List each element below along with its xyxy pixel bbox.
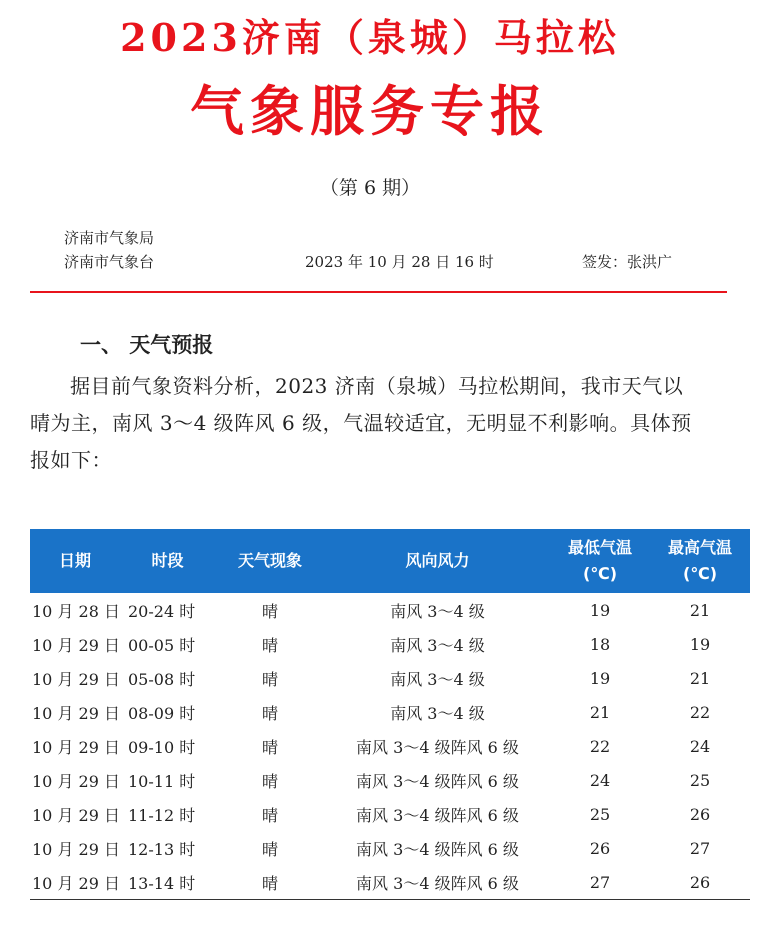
cell-date: 10 月 29 日 (32, 737, 120, 757)
cell-wind: 南风 3～4 级 (390, 669, 485, 689)
cell-min-temp: 26 (589, 838, 611, 858)
cell-date: 10 月 29 日 (32, 839, 120, 859)
org-bureau: 济南市气象局 (64, 229, 155, 247)
cell-wind: 南风 3～4 级阵风 6 级 (325, 865, 550, 900)
cell-date: 10 月 29 日 (30, 865, 120, 900)
cell-wind: 南风 3～4 级阵风 6 级 (356, 839, 519, 859)
table-row (30, 695, 750, 729)
document-title-line1: 2023济南（泉城）马拉松 (120, 15, 620, 60)
cell-min-temp: 18 (589, 634, 611, 654)
cell-date: 10 月 29 日 (32, 771, 120, 791)
cell-weather: 晴 (261, 771, 278, 791)
cell-period: 05-08 时 (128, 669, 196, 689)
table-row (30, 797, 750, 831)
cell-period: 09-10 时 (128, 737, 196, 757)
col-header-wind: 风向风力 (405, 551, 470, 570)
table-row (30, 865, 750, 900)
issue-number: （第 6 期） (319, 177, 421, 199)
cell-min-temp: 21 (589, 702, 611, 722)
cell-wind: 南风 3～4 级阵风 6 级 (356, 737, 519, 757)
forecast-summary: 据目前气象资料分析，2023 济南（泉城）马拉松期间，我市天气以晴为主，南风 3～4 级阵风 6 级，气温较适宜，无明显不利影响。具体预报如下： (30, 374, 692, 472)
cell-max-temp: 27 (689, 838, 711, 858)
cell-weather: 晴 (261, 703, 278, 723)
cell-weather: 晴 (261, 839, 278, 859)
cell-min-temp: 24 (589, 770, 611, 790)
table-row (30, 593, 750, 627)
cell-min-temp: 19 (589, 668, 611, 688)
col-header-max-temp (650, 529, 750, 593)
org-observatory: 济南市气象台 (64, 253, 155, 271)
cell-min-temp: 19 (589, 600, 611, 620)
signer: 签发：张洪广 (582, 253, 673, 271)
min-temp-unit: (℃) (583, 564, 617, 583)
cell-weather: 晴 (215, 865, 325, 900)
cell-max-temp: 19 (689, 634, 711, 654)
cell-min-temp: 25 (589, 804, 611, 824)
max-temp-unit: (℃) (683, 564, 717, 583)
cell-wind: 南风 3～4 级阵风 6 级 (356, 771, 519, 791)
cell-date: 10 月 28 日 (32, 601, 120, 621)
table-row (30, 763, 750, 797)
cell-date: 10 月 29 日 (32, 635, 120, 655)
cell-period: 10-11 时 (128, 771, 196, 791)
cell-min-temp: 22 (589, 736, 611, 756)
table-row (30, 661, 750, 695)
cell-weather: 晴 (261, 805, 278, 825)
table-row (30, 831, 750, 865)
cell-max-temp: 21 (689, 600, 711, 620)
cell-period: 12-13 时 (128, 839, 196, 859)
min-temp-label: 最低气温 (567, 538, 632, 557)
col-header-min-temp (550, 529, 650, 593)
table-header-row (30, 529, 750, 593)
cell-period: 13-14 时 (120, 865, 215, 900)
cell-max-temp: 25 (689, 770, 711, 790)
cell-max-temp: 22 (689, 702, 711, 722)
cell-weather: 晴 (261, 635, 278, 655)
cell-wind: 南风 3～4 级 (390, 703, 485, 723)
max-temp-label: 最高气温 (667, 538, 732, 557)
col-header-weather: 天气现象 (237, 551, 302, 570)
cell-weather: 晴 (261, 601, 278, 621)
cell-min-temp: 27 (550, 865, 650, 900)
issue-datetime: 2023 年 10 月 28 日 16 时 (305, 253, 494, 271)
cell-weather: 晴 (261, 737, 278, 757)
section-title-forecast: 一、 天气预报 (80, 333, 214, 357)
document-title-line2: 气象服务专报 (190, 79, 550, 143)
cell-date: 10 月 29 日 (32, 669, 120, 689)
cell-period: 11-12 时 (128, 805, 196, 825)
cell-wind: 南风 3～4 级 (390, 601, 485, 621)
cell-max-temp: 26 (650, 865, 750, 900)
cell-weather: 晴 (261, 669, 278, 689)
header-divider (30, 291, 727, 293)
cell-max-temp: 26 (689, 804, 711, 824)
cell-period: 08-09 时 (128, 703, 196, 723)
cell-wind: 南风 3～4 级阵风 6 级 (356, 805, 519, 825)
col-header-period: 时段 (151, 551, 184, 570)
forecast-table (30, 529, 750, 900)
cell-period: 00-05 时 (128, 635, 196, 655)
cell-date: 10 月 29 日 (32, 703, 120, 723)
table-row (30, 729, 750, 763)
col-header-date: 日期 (58, 551, 91, 570)
cell-period: 20-24 时 (128, 601, 196, 621)
cell-wind: 南风 3～4 级 (390, 635, 485, 655)
cell-max-temp: 21 (689, 668, 711, 688)
cell-max-temp: 24 (689, 736, 711, 756)
cell-date: 10 月 29 日 (32, 805, 120, 825)
table-row (30, 627, 750, 661)
